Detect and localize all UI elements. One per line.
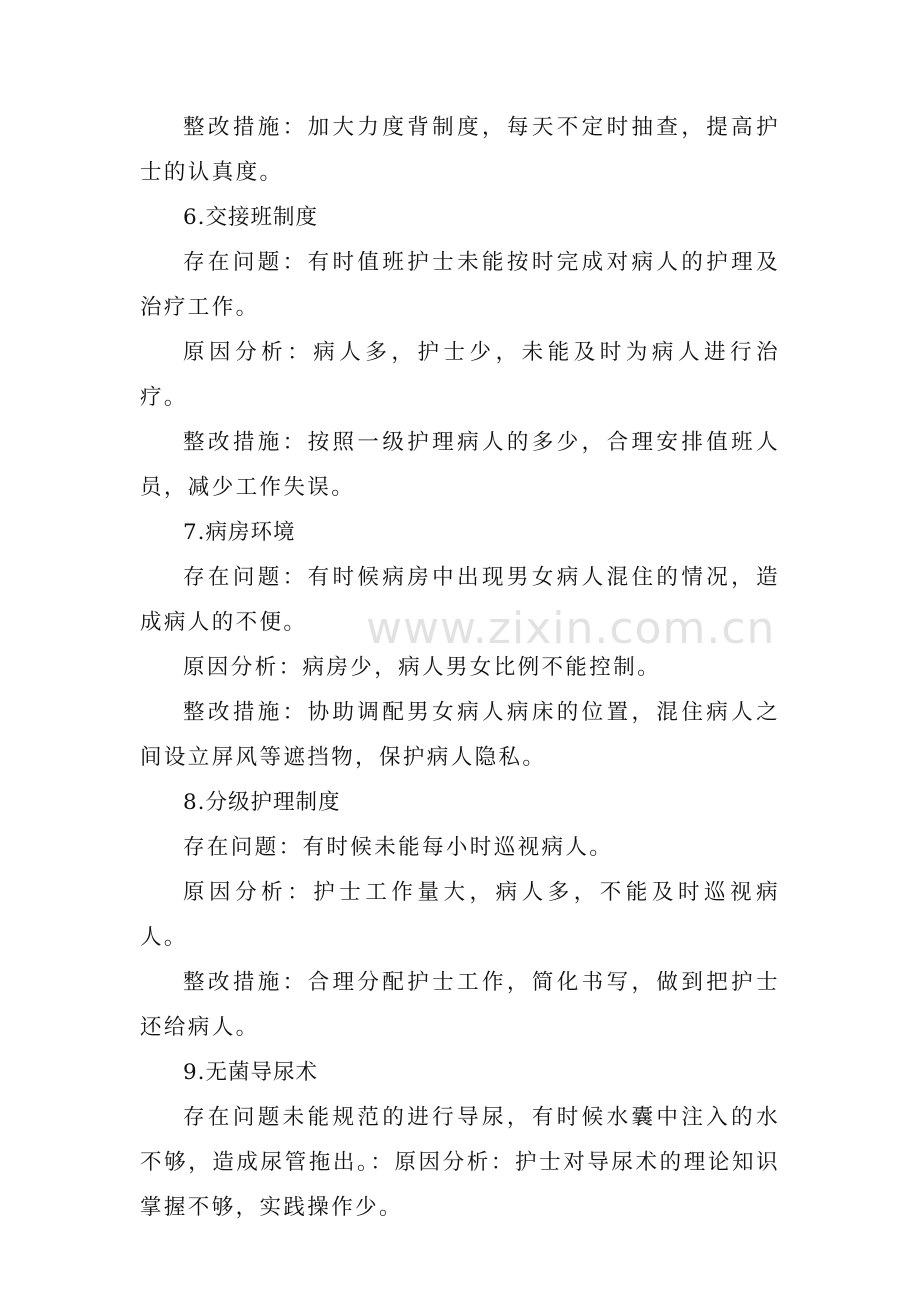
cause-analysis-paragraph: 原因分析：病房少，病人男女比例不能控制。 (183, 655, 662, 680)
section-heading-catheterization: 9.无菌导尿术 (183, 1060, 319, 1085)
corrective-measures-paragraph: 整改措施：合理分配护士工作，简化书写，做到把护士还给病人。 (140, 970, 780, 1040)
corrective-measures-paragraph: 整改措施：加大力度背制度，每天不定时抽查，提高护士的认真度。 (140, 115, 780, 185)
problem-paragraph: 存在问题：有时值班护士未能按时完成对病人的护理及治疗工作。 (140, 250, 780, 320)
section-heading-handover: 6.交接班制度 (183, 205, 319, 230)
corrective-measures-paragraph: 整改措施：协助调配男女病人病床的位置，混住病人之间设立屏风等遮挡物，保护病人隐私。 (140, 700, 780, 770)
watermark-text: www.zixin.com.cn (366, 603, 776, 654)
problem-and-cause-paragraph: 存在问题未能规范的进行导尿，有时候水囊中注入的水不够，造成尿管拖出。：原因分析：护士对导尿术的理论知识掌握不够，实践操作少。 (140, 1105, 780, 1220)
corrective-measures-paragraph: 整改措施：按照一级护理病人的多少，合理安排值班人员，减少工作失误。 (140, 430, 780, 500)
section-heading-ward-environment: 7.病房环境 (183, 520, 296, 545)
document-body (140, 105, 780, 1230)
section-heading-graded-nursing: 8.分级护理制度 (183, 790, 341, 815)
problem-paragraph: 存在问题：有时候病房中出现男女病人混住的情况，造成病人的不便。 (140, 565, 780, 635)
problem-paragraph: 存在问题：有时候未能每小时巡视病人。 (183, 835, 614, 860)
cause-analysis-paragraph: 原因分析：病人多，护士少，未能及时为病人进行治疗。 (140, 340, 780, 410)
cause-analysis-paragraph: 原因分析：护士工作量大，病人多，不能及时巡视病人。 (140, 880, 780, 950)
